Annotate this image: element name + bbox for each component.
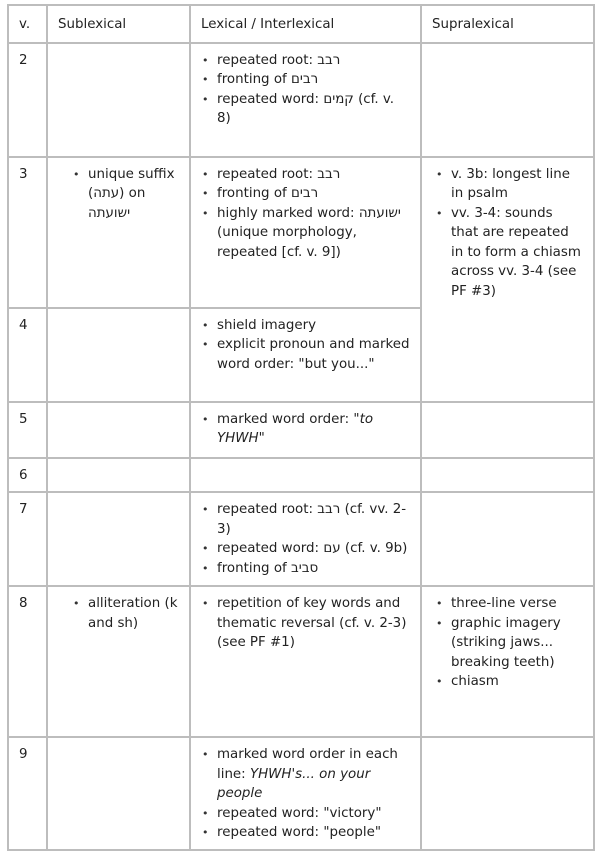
list-item: • marked word order in each line: YHWH's... on your people	[201, 745, 410, 804]
supralexical-cell	[421, 458, 594, 493]
lexical-cell	[190, 586, 421, 737]
list-item: • fronting of רבים	[201, 184, 410, 204]
list-item: • three-line verse	[435, 594, 583, 614]
table-row	[8, 492, 594, 586]
list-item: • shield imagery	[201, 316, 410, 336]
table-row	[8, 402, 594, 458]
list-item: • repeated word: "people"	[201, 823, 410, 843]
sublexical-cell	[47, 308, 190, 402]
supralexical-cell	[421, 492, 594, 586]
list-item: • v. 3b: longest line in psalm	[435, 165, 583, 204]
list-item: • vv. 3-4: sounds that are repeated in to form a chiasm across vv. 3-4 (see PF #3)	[435, 204, 583, 302]
verse-cell: 2	[8, 43, 47, 157]
verse-cell: 3	[8, 157, 47, 308]
supralexical-cell	[421, 43, 594, 157]
verse-cell: 9	[8, 737, 47, 850]
list-item: • repetition of key words and thematic reversal (cf. v. 2-3) (see PF #1)	[201, 594, 410, 653]
table-row	[8, 586, 594, 737]
sublexical-cell	[47, 402, 190, 458]
list-item: • repeated root: רבב (cf. vv. 2-3)	[201, 500, 410, 539]
header-supralexical: Supralexical	[421, 5, 594, 43]
list-item: • repeated root: רבב	[201, 165, 410, 185]
list-item: • highly marked word: ישועתה (unique morphology, repeated [cf. v. 9])	[201, 204, 410, 263]
list-item: • explicit pronoun and marked word order: "but you..."	[201, 335, 410, 374]
lexical-cell	[190, 492, 421, 586]
list-item: • fronting of רבים	[201, 70, 410, 90]
list-item: • repeated word: עם (cf. v. 9b)	[201, 539, 410, 559]
list-item: • fronting of סביב	[201, 559, 410, 579]
header-verse: v.	[8, 5, 47, 43]
verse-cell: 8	[8, 586, 47, 737]
sublexical-cell	[47, 157, 190, 308]
supralexical-cell	[421, 737, 594, 850]
list-item: • unique suffix (עתה) on ישועתה	[72, 165, 179, 224]
header-row	[8, 5, 594, 43]
table-row	[8, 737, 594, 850]
list-item: • graphic imagery (striking jaws... breaking teeth)	[435, 614, 583, 673]
lexical-cell	[190, 308, 421, 402]
header-lexical: Lexical / Interlexical	[190, 5, 421, 43]
sublexical-cell	[47, 586, 190, 737]
lexical-cell	[190, 737, 421, 850]
sublexical-cell	[47, 458, 190, 493]
lexical-cell	[190, 157, 421, 308]
lexical-cell	[190, 43, 421, 157]
poetic-features-table	[7, 4, 595, 851]
lexical-cell	[190, 458, 421, 493]
table-row	[8, 157, 594, 308]
sublexical-cell	[47, 492, 190, 586]
list-item: • alliteration (k and sh)	[72, 594, 179, 633]
table-row	[8, 43, 594, 157]
table-row	[8, 458, 594, 493]
verse-cell: 6	[8, 458, 47, 493]
verse-cell: 4	[8, 308, 47, 402]
sublexical-cell	[47, 43, 190, 157]
verse-cell: 7	[8, 492, 47, 586]
header-sublexical: Sublexical	[47, 5, 190, 43]
list-item: • marked word order: "to YHWH"	[201, 410, 410, 449]
list-item: • repeated word: קמים (cf. v. 8)	[201, 90, 410, 129]
list-item: • chiasm	[435, 672, 583, 692]
lexical-cell	[190, 402, 421, 458]
supralexical-cell	[421, 586, 594, 737]
list-item: • repeated word: "victory"	[201, 804, 410, 824]
sublexical-cell	[47, 737, 190, 850]
verse-cell: 5	[8, 402, 47, 458]
list-item: • repeated root: רבב	[201, 51, 410, 71]
supralexical-cell	[421, 402, 594, 458]
supralexical-cell	[421, 157, 594, 402]
